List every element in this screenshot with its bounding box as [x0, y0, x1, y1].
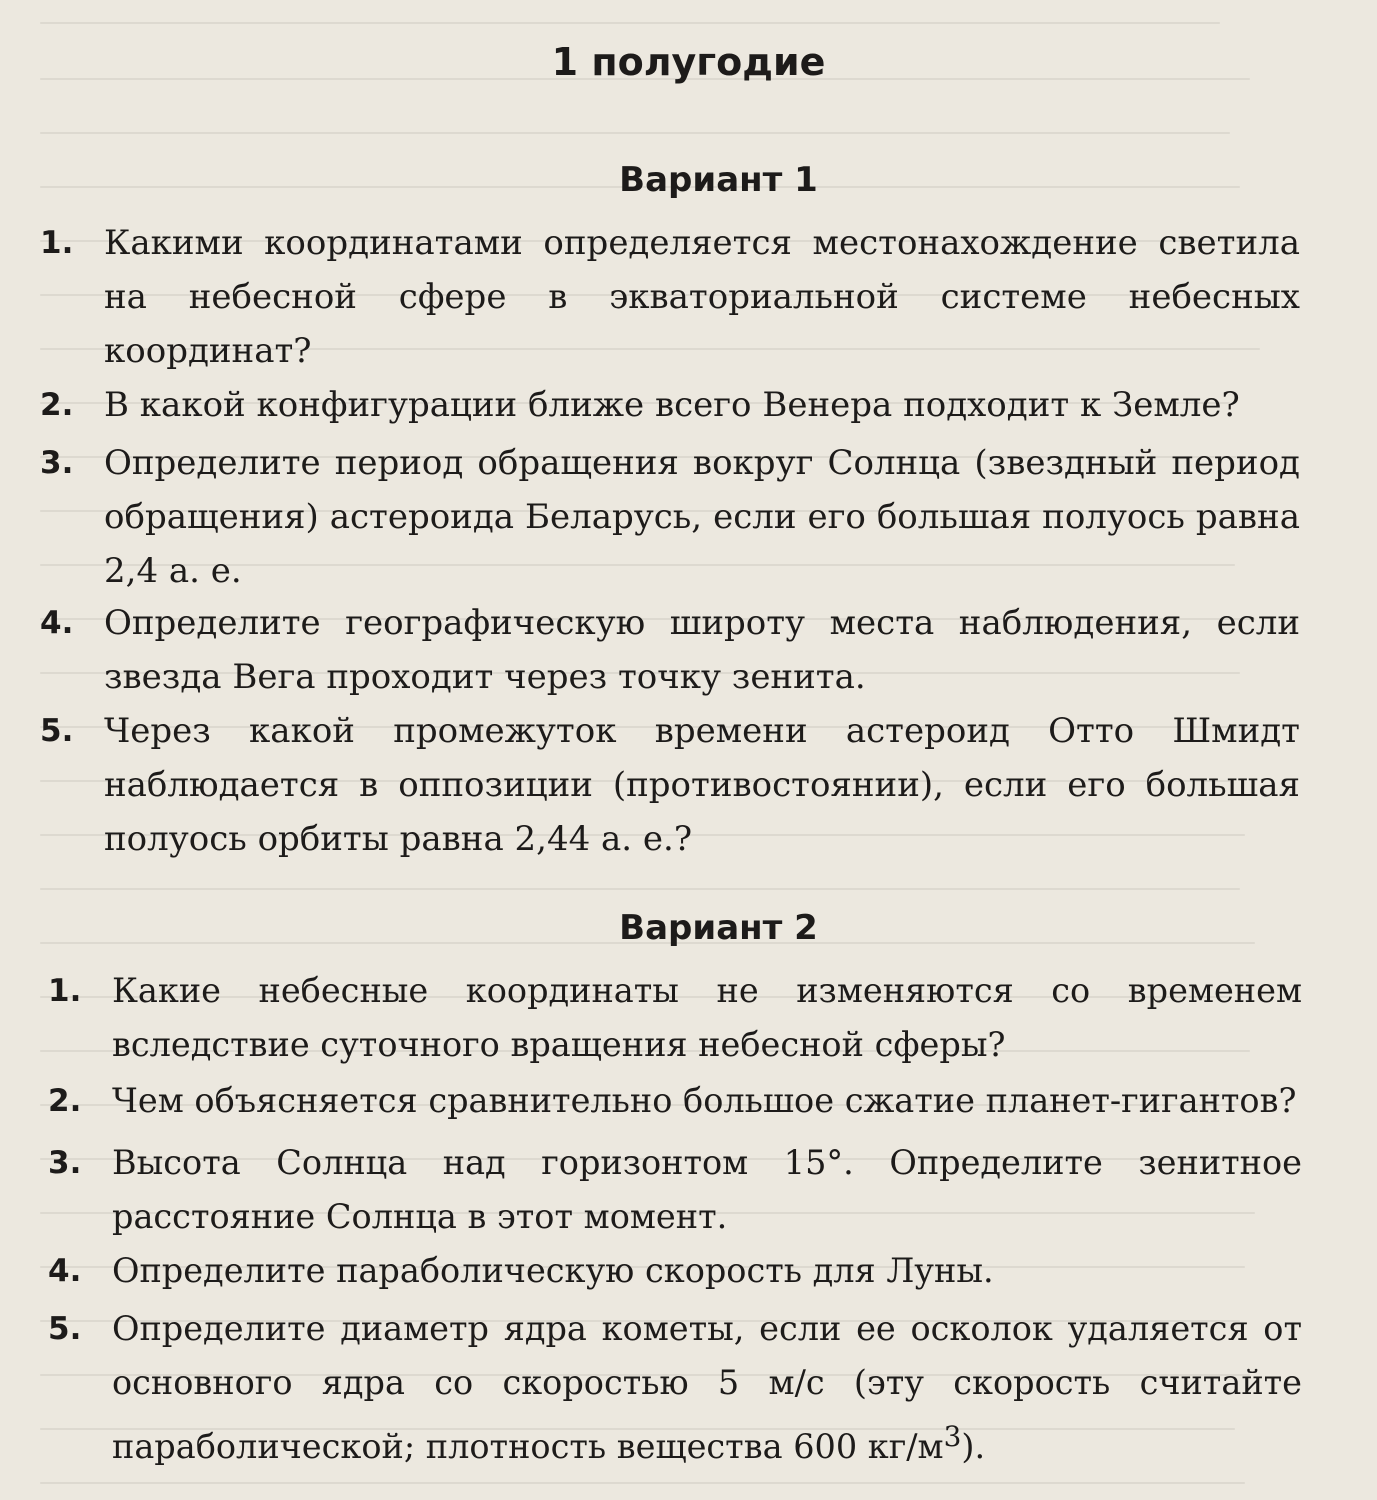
- question-number: 2.: [48, 1083, 82, 1119]
- question-number: 2.: [40, 387, 74, 423]
- question-number: 3.: [40, 445, 74, 481]
- question-item: [48, 1136, 1302, 1244]
- question-text-tail: ).: [961, 1427, 986, 1467]
- question-number: 5.: [40, 713, 74, 749]
- question-item: [48, 964, 1302, 1072]
- question-number: 5.: [48, 1311, 82, 1347]
- question-text: Через какой промежуток времени астероид Отто Шмидт наблюдается в оппозиции (противостоянии), если его большая полуось орбиты равна 2,44 а. е.?: [104, 711, 1300, 859]
- question-item: [40, 596, 1300, 704]
- question-text-main: Определите диаметр ядра кометы, если ее осколок удаляется от основного ядра со скоростью 5 м/с (эту скорость считайте параболической; плотность вещества 600 кг/м: [112, 1309, 1302, 1467]
- question-text: Чем объясняется сравнительно большое сжатие планет-гигантов?: [112, 1081, 1297, 1120]
- question-number: 4.: [40, 605, 74, 641]
- question-item: [48, 1302, 1302, 1474]
- cubic-superscript: 3: [943, 1420, 962, 1453]
- question-text: Определите период обращения вокруг Солнца (звездный период обращения) астероида Беларусь, если его большая полуось равна 2,4 а. е.: [104, 443, 1300, 591]
- question-number: 1.: [48, 973, 82, 1009]
- variant-1-heading: Вариант 1: [619, 160, 818, 200]
- question-number: 4.: [48, 1253, 82, 1289]
- question-item: [40, 378, 1300, 432]
- question-text: [112, 1302, 1302, 1474]
- question-item: [48, 1074, 1302, 1128]
- question-text: Какие небесные координаты не изменяются со временем вследствие суточного вращения небесной сферы?: [112, 971, 1302, 1064]
- question-text: Высота Солнца над горизонтом 15°. Определите зенитное расстояние Солнца в этот момент.: [112, 1143, 1302, 1236]
- question-text: Определите географическую широту места наблюдения, если звезда Вега проходит через точку зенита.: [104, 603, 1300, 697]
- question-number: 3.: [48, 1145, 82, 1181]
- question-item: [40, 216, 1300, 378]
- question-number: 1.: [40, 225, 74, 261]
- variant-2-heading: Вариант 2: [619, 908, 818, 948]
- question-item: [40, 704, 1300, 866]
- question-item: [48, 1244, 1302, 1298]
- question-text: Какими координатами определяется местонахождение светила на небесной сфере в экваториальной системе небесных координат?: [104, 223, 1300, 371]
- page-title: 1 полугодие: [551, 40, 826, 84]
- question-text: Определите параболическую скорость для Луны.: [112, 1251, 994, 1290]
- question-text: В какой конфигурации ближе всего Венера подходит к Земле?: [104, 385, 1240, 425]
- question-item: [40, 436, 1300, 598]
